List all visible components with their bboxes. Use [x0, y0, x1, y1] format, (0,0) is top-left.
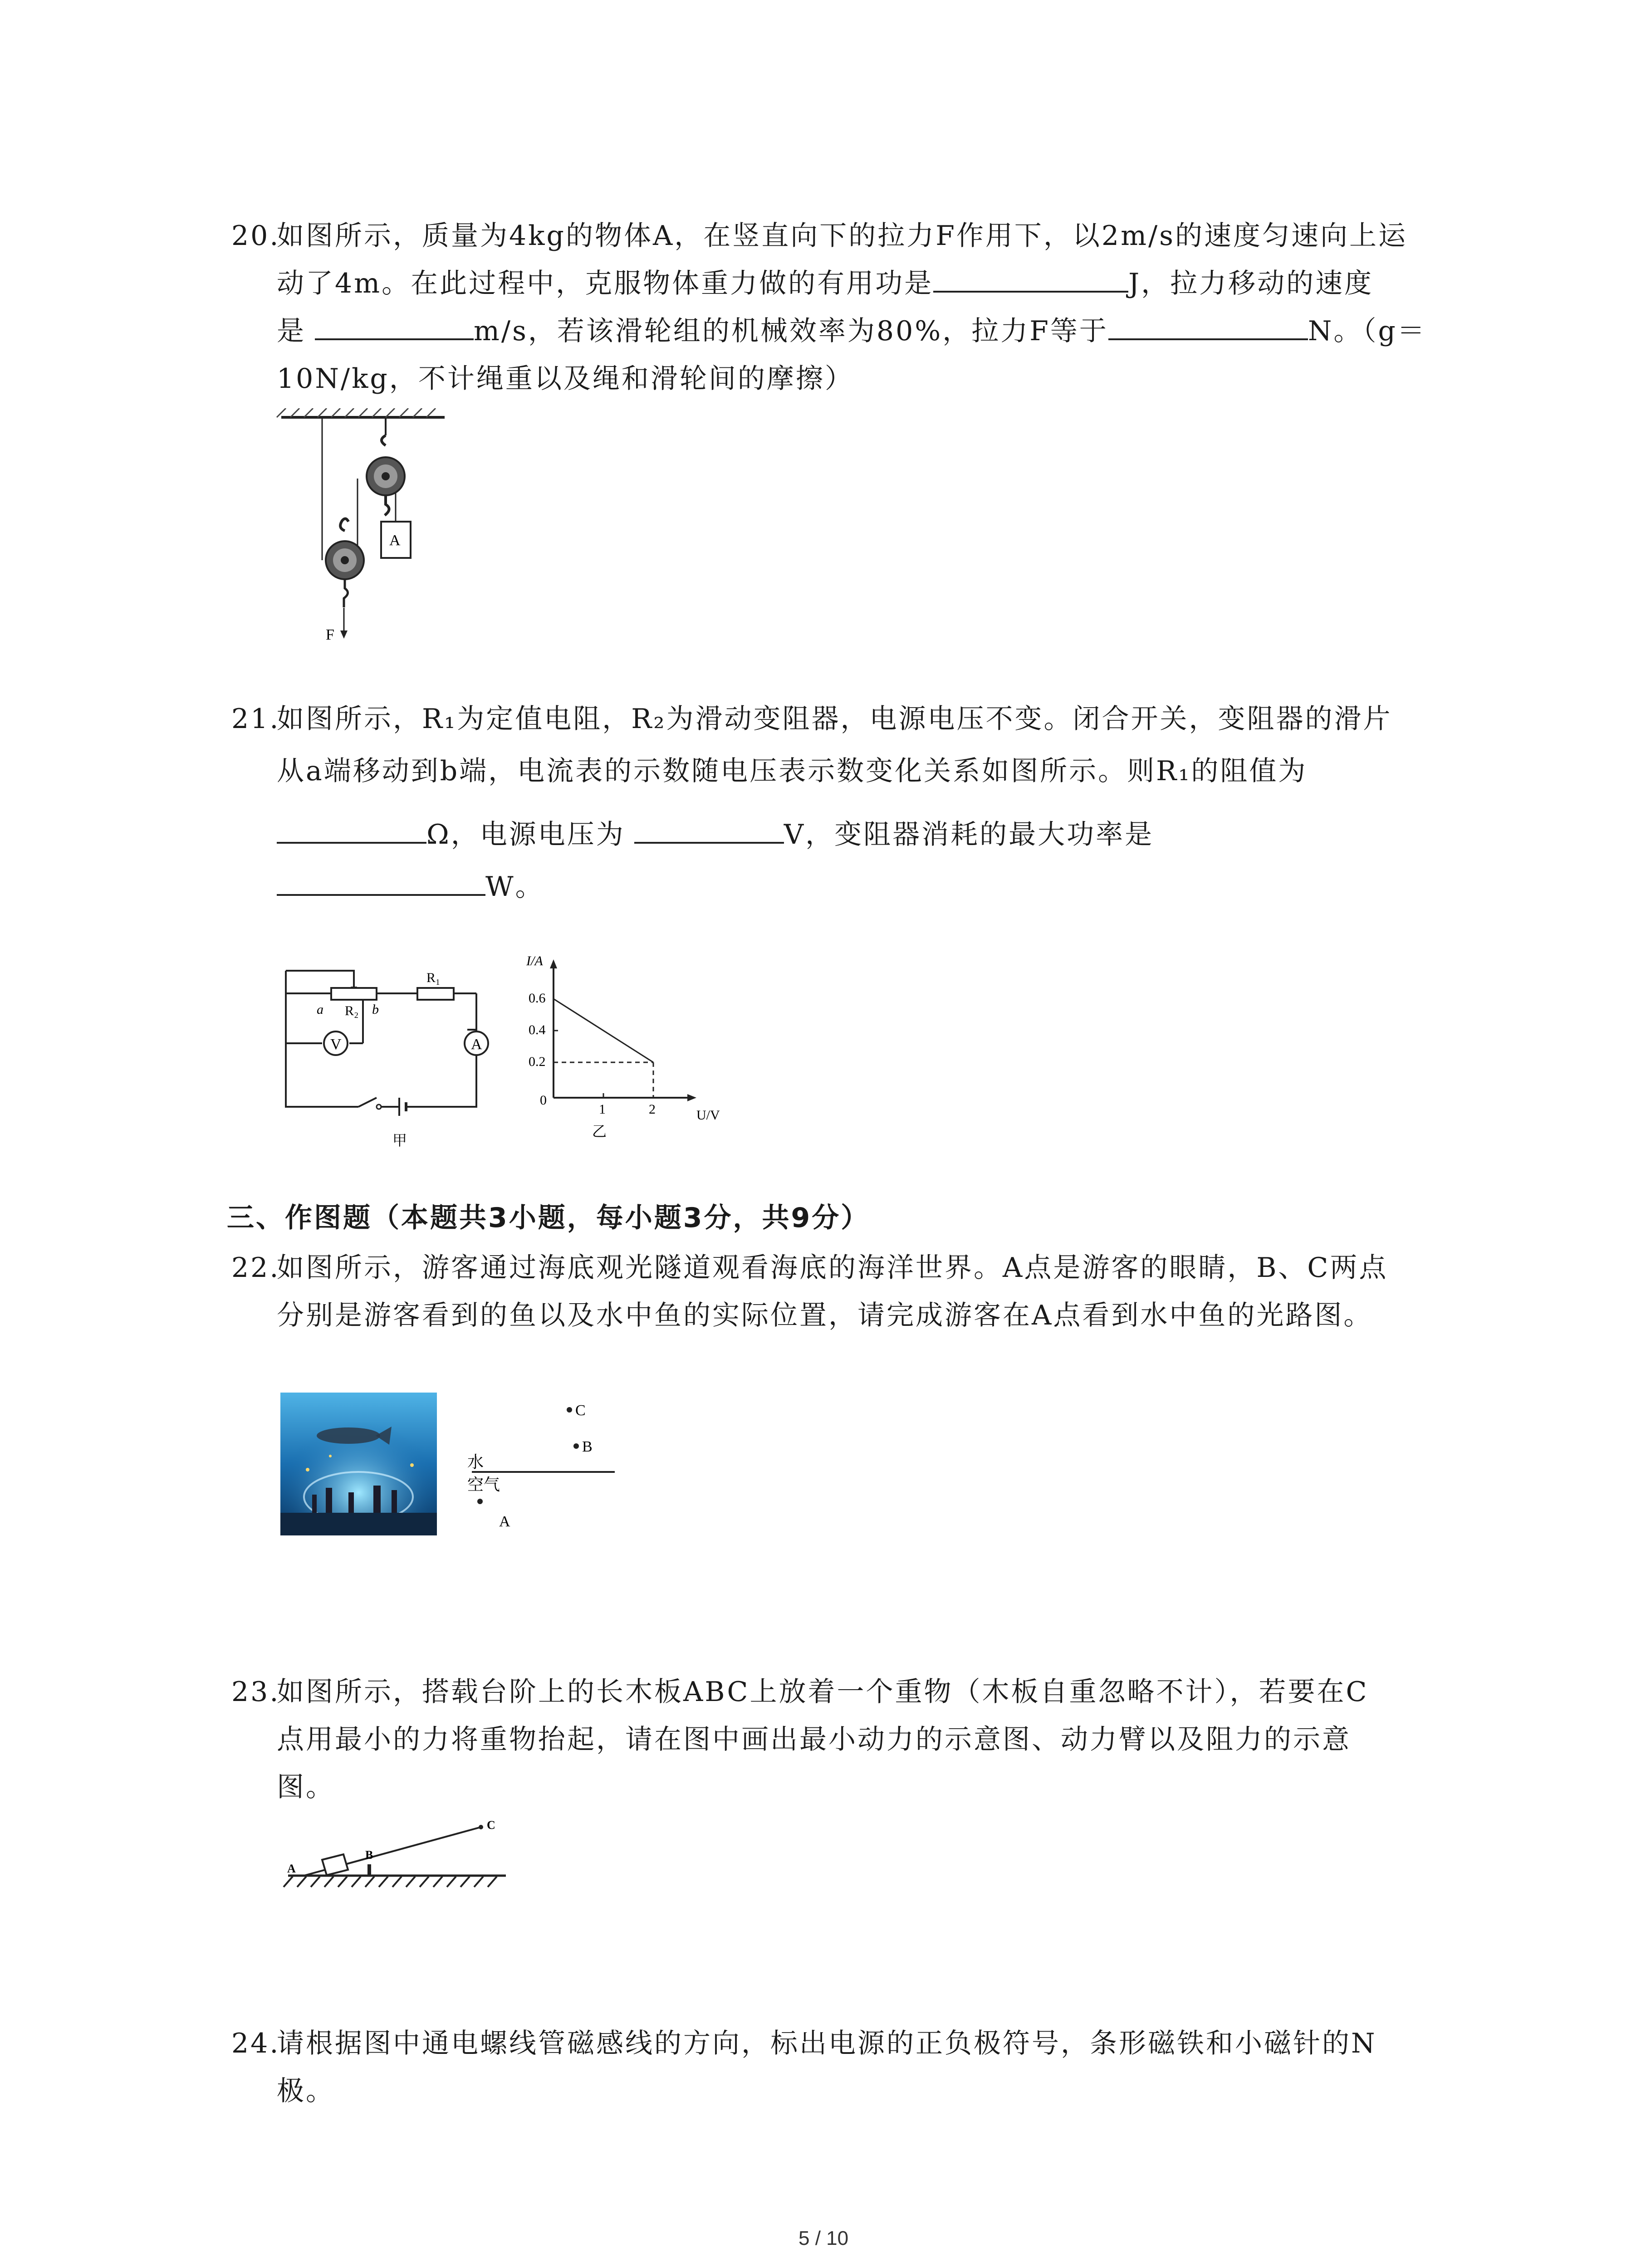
- pulley-force-label: F: [326, 626, 334, 643]
- q21-number: 21.: [231, 703, 280, 735]
- q21-text-3a: Ω，电源电压为: [426, 819, 625, 850]
- voltmeter-label: V: [330, 1036, 342, 1053]
- refraction-c-label: C: [575, 1402, 586, 1419]
- point-c: [567, 1407, 572, 1413]
- q20-text-3b: m/s，若该滑轮组的机械效率为80%，拉力F等于: [474, 315, 1108, 347]
- graph-ylabel: I/A: [526, 953, 543, 968]
- q22-text-1: 如图所示，游客通过海底观光隧道观看海底的海洋世界。A点是游客的眼睛，B、C两点: [277, 1252, 1388, 1284]
- q24-line-1: [231, 2025, 1377, 2062]
- heavy-object: [322, 1854, 348, 1875]
- q20-text-3c: N。（g＝: [1308, 315, 1426, 347]
- q21-text-3b: V，变阻器消耗的最大功率是: [784, 819, 1154, 850]
- page-number: 5 / 10: [798, 2227, 849, 2249]
- q20-line-1: [231, 218, 1407, 254]
- pulley-figure: [272, 408, 463, 653]
- q20-text-2b: J，拉力移动的速度: [1128, 268, 1374, 299]
- q20-text-2a: 动了4m。在此过程中，克服物体重力做的有用功是: [277, 268, 934, 299]
- q21-text-1: 如图所示，R₁为定值电阻，R₂为滑动变阻器，电源电压不变。闭合开关，变阻器的滑片: [277, 703, 1392, 735]
- q22-line-1: [231, 1250, 1388, 1286]
- graph-ytick-0.4: 0.4: [529, 1022, 546, 1037]
- q21-blank-1[interactable]: [277, 816, 426, 844]
- circuit-a-label: a: [317, 1002, 323, 1017]
- q21-line-3: [277, 816, 1154, 853]
- q23-text-1: 如图所示，搭载台阶上的长木板ABC上放着一个重物（木板自重忽略不计），若要在C: [277, 1676, 1369, 1708]
- r1-resistor: [417, 988, 454, 1000]
- lever-b-label: B: [365, 1848, 373, 1862]
- q21-line-1: [231, 701, 1392, 737]
- q21-blank-2[interactable]: [634, 816, 784, 844]
- graph-ytick-0.2: 0.2: [529, 1054, 546, 1069]
- q20-line-4: 10N/kg，不计绳重以及绳和滑轮间的摩擦）: [277, 363, 854, 395]
- lever-a-label: A: [287, 1862, 296, 1875]
- q24-text-1: 请根据图中通电螺线管磁感线的方向，标出电源的正负极符号，条形磁铁和小磁针的N: [277, 2028, 1377, 2059]
- section3-title: 三、作图题（本题共3小题，每小题3分，共9分）: [227, 1202, 870, 1234]
- q21-line-2: 从a端移动到b端，电流表的示数随电压表示数变化关系如图所示。则R₁的阻值为: [277, 755, 1308, 787]
- q20-line-2: [277, 265, 1373, 302]
- force-arrow-icon: [340, 631, 348, 639]
- point-b: [573, 1443, 579, 1449]
- q20-blank-3[interactable]: [1108, 313, 1308, 340]
- q21-text-4: W。: [485, 871, 544, 903]
- circuit-r2-label: R₂: [345, 1003, 359, 1018]
- q24-number: 24.: [231, 2028, 280, 2059]
- graph-ytick-0: 0: [540, 1093, 547, 1108]
- q24-line-2: 极。: [277, 2075, 335, 2107]
- circuit-b-label: b: [372, 1002, 379, 1017]
- circuit-figure: [277, 962, 495, 1152]
- circuit-caption: 甲: [392, 1132, 407, 1149]
- q23-number: 23.: [231, 1676, 280, 1708]
- q23-line-2: 点用最小的力将重物抬起，请在图中画出最小动力的示意图、动力臂以及阻力的示意: [277, 1724, 1351, 1755]
- q20-text-3a: 是: [277, 315, 306, 347]
- q22-number: 22.: [231, 1252, 280, 1284]
- graph-xtick-1: 1: [599, 1102, 606, 1117]
- iv-graph: [517, 953, 735, 1152]
- ammeter-label: A: [471, 1036, 482, 1053]
- q20-blank-1[interactable]: [933, 265, 1128, 293]
- refraction-figure: [454, 1393, 626, 1556]
- step: [367, 1864, 371, 1876]
- q20-line-3: [277, 313, 1426, 349]
- q20-number: 20.: [231, 220, 280, 252]
- q21-blank-3[interactable]: [277, 869, 485, 896]
- air-label: 空气: [467, 1476, 500, 1494]
- movable-pulley: [326, 541, 364, 579]
- fixed-pulley: [367, 457, 405, 495]
- q22-line-2: 分别是游客看到的鱼以及水中鱼的实际位置，请完成游客在A点看到水中鱼的光路图。: [277, 1300, 1373, 1331]
- water-label: 水: [467, 1453, 484, 1471]
- graph-ytick-0.6: 0.6: [529, 991, 546, 1006]
- circuit-r1-label: R₁: [426, 970, 441, 985]
- point-a: [477, 1499, 483, 1504]
- graph-xtick-2: 2: [649, 1102, 656, 1117]
- refraction-a-label: A: [499, 1513, 510, 1530]
- r2-rheostat: [331, 988, 377, 1000]
- graph-caption: 乙: [592, 1123, 607, 1139]
- q21-line-4: [277, 869, 544, 905]
- ocean-tunnel-photo: [280, 1393, 437, 1535]
- q23-line-1: [231, 1674, 1368, 1710]
- q20-blank-2[interactable]: [315, 313, 474, 340]
- lever-figure: [279, 1819, 515, 1892]
- lever-c-label: C: [487, 1819, 495, 1832]
- refraction-b-label: B: [582, 1438, 593, 1455]
- q20-text-1: 如图所示，质量为4kg的物体A，在竖直向下的拉力F作用下，以2m/s的速度匀速向上运: [277, 220, 1407, 252]
- graph-xlabel: U/V: [696, 1108, 720, 1123]
- pulley-block-label: A: [389, 532, 401, 549]
- graph-line: [554, 999, 653, 1062]
- q23-line-3: 图。: [277, 1771, 335, 1803]
